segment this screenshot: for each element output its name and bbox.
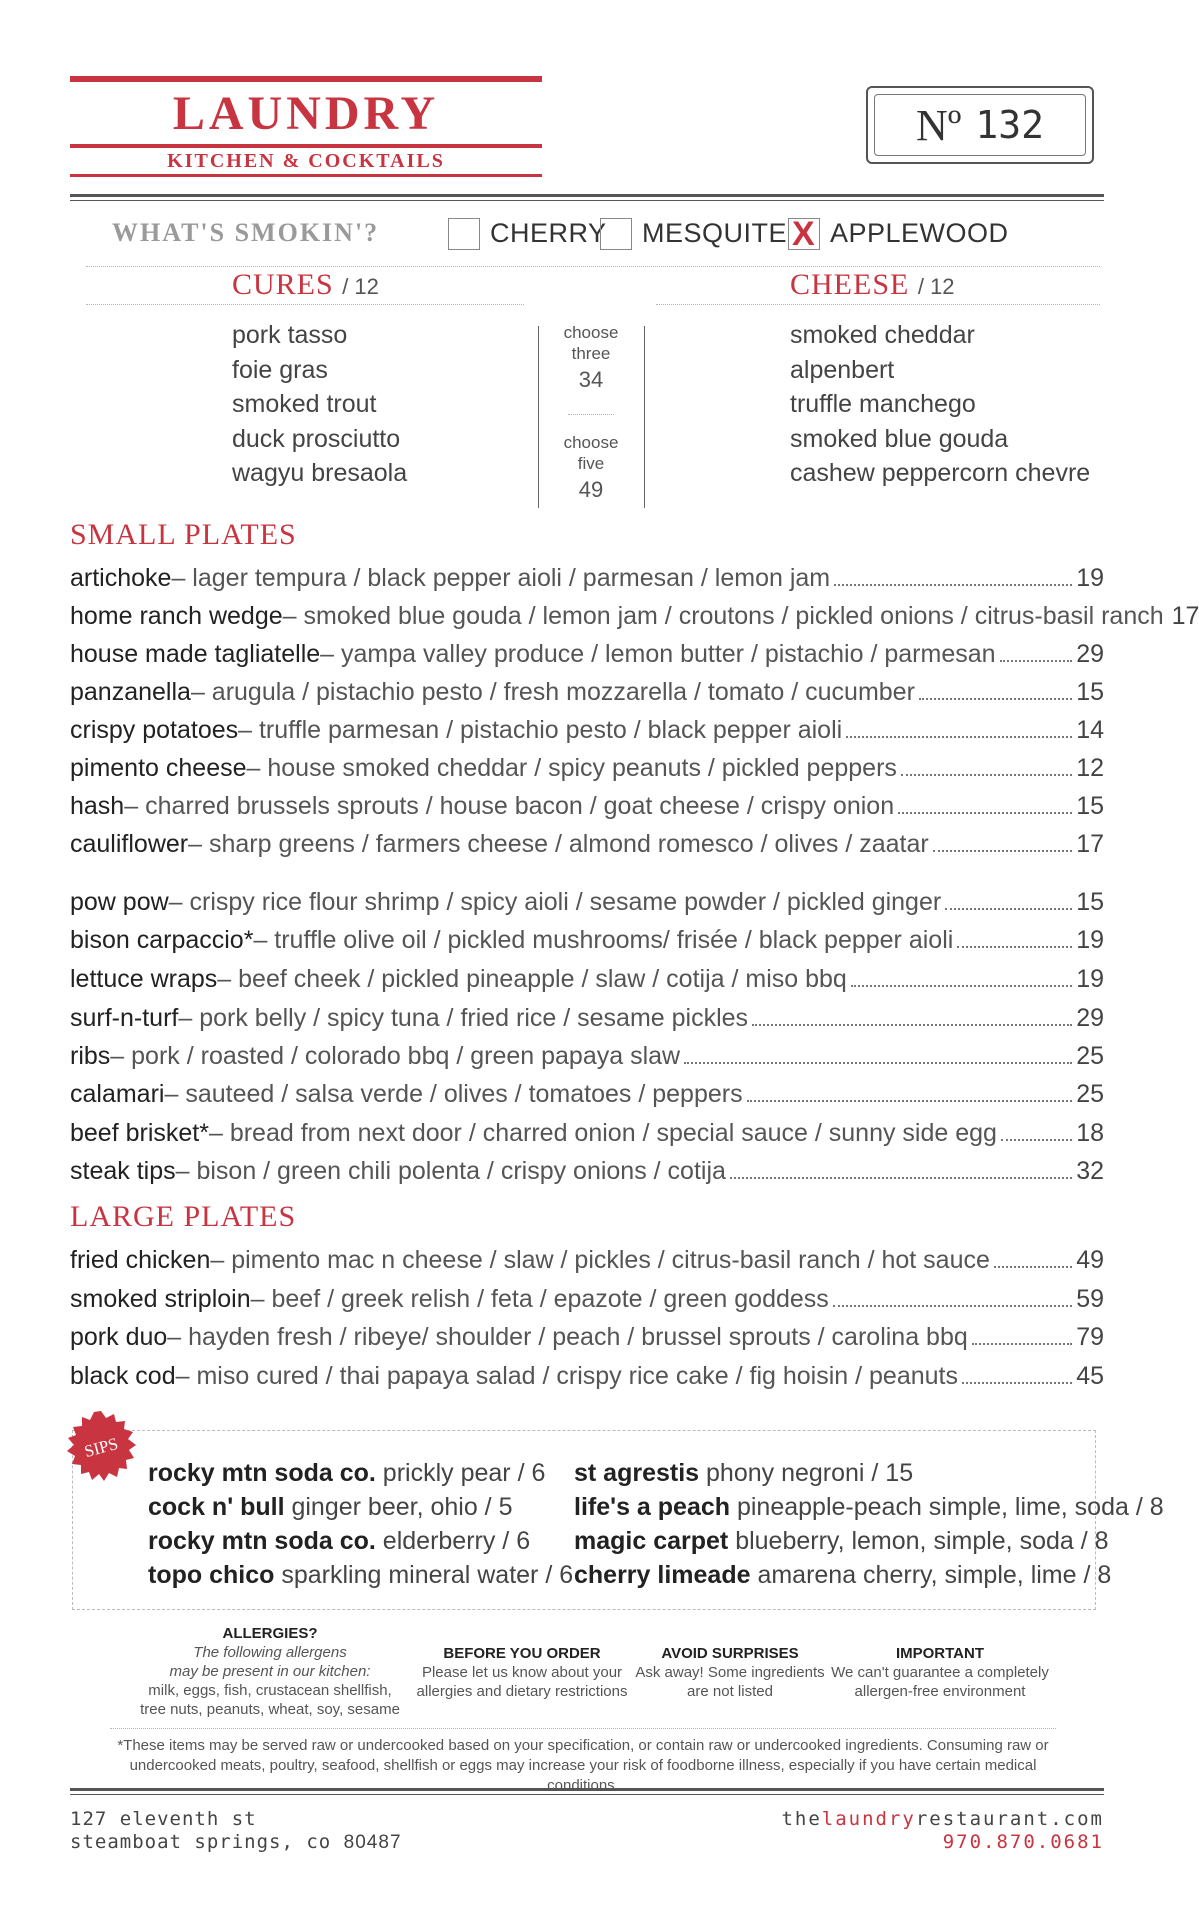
- menu-item: [70, 1040, 1104, 1072]
- sips-right-list: [574, 1456, 1164, 1592]
- important-note: [830, 1644, 1050, 1701]
- item-name: pork duo: [70, 1323, 168, 1351]
- logo-title: LAUNDRY: [172, 87, 440, 140]
- leader-dots: [752, 1023, 1072, 1026]
- item-desc: – pork belly / spicy tuna / fried rice / sesame pickles: [178, 1004, 749, 1032]
- item-name: artichoke: [70, 564, 172, 592]
- choose-three-price: 34: [578, 367, 604, 392]
- item-name: surf-n-turf: [70, 1004, 179, 1032]
- cherry-checkbox[interactable]: [448, 218, 480, 250]
- item-name: black cod: [70, 1362, 176, 1390]
- item-name: home ranch wedge: [70, 602, 283, 630]
- menu-item: [70, 714, 1104, 746]
- leader-dots: [846, 735, 1072, 738]
- item-name: pimento cheese: [70, 754, 247, 782]
- choose-three-label: choose: [563, 323, 619, 342]
- drink-name: st agrestis: [574, 1459, 700, 1487]
- list-item: foie gras: [232, 355, 328, 384]
- item-price: 14: [1076, 716, 1104, 744]
- list-item: [574, 1456, 1164, 1490]
- menu-item: [70, 1283, 1104, 1315]
- avoid-title: AVOID SURPRISES: [661, 1645, 799, 1662]
- leader-dots: [747, 1099, 1073, 1102]
- item-desc: – lager tempura / black pepper aioli / parmesan / lemon jam: [171, 564, 831, 592]
- menu-item: [70, 1244, 1104, 1276]
- issue-number: 132: [975, 103, 1045, 147]
- choose-three-label-2: three: [571, 344, 611, 363]
- cheese-heading: [790, 268, 955, 302]
- before-order-title: BEFORE YOU ORDER: [443, 1645, 601, 1662]
- drink-desc: phony negroni / 15: [699, 1459, 914, 1487]
- list-item: wagyu bresaola: [232, 459, 408, 487]
- logo-top-bar: [70, 76, 542, 82]
- before-order-note: [412, 1644, 632, 1701]
- sips-left-list: [148, 1456, 573, 1592]
- item-name: bison carpaccio*: [70, 926, 254, 954]
- large-plates-heading: LARGE PLATES: [70, 1200, 297, 1233]
- menu-item: [70, 562, 1104, 594]
- item-desc: – arugula / pistachio pesto / fresh mozzarella / tomato / cucumber: [190, 678, 915, 706]
- item-desc: – miso cured / thai papaya salad / crispy rice cake / fig hoisin / peanuts: [175, 1362, 958, 1390]
- drink-desc: ginger beer, ohio / 5: [284, 1493, 513, 1521]
- address-street: 127 eleventh st: [70, 1808, 257, 1830]
- disclaimer-line: *These items may be served raw or undercooked based on your specification, or contain raw or undercooked ingredients. Consuming raw or: [117, 1737, 1049, 1754]
- avoid-line: are not listed: [687, 1683, 773, 1700]
- drink-desc: prickly pear / 6: [375, 1459, 546, 1487]
- item-price: 45: [1076, 1362, 1104, 1390]
- mesquite-label: MESQUITE: [642, 218, 788, 248]
- allergy-line: may be present in our kitchen:: [169, 1663, 371, 1680]
- list-item: smoked trout: [232, 390, 377, 418]
- cures-underline: [86, 304, 524, 305]
- leader-dots: [684, 1061, 1072, 1064]
- list-item: [574, 1524, 1164, 1558]
- item-price: 19: [1076, 965, 1104, 993]
- leader-dots: [919, 697, 1072, 700]
- list-item: [148, 1524, 573, 1558]
- item-desc: – bread from next door / charred onion / special sauce / sunny side egg: [208, 1119, 997, 1147]
- issue-number-badge: [866, 86, 1094, 164]
- smokin-divider: [86, 266, 1100, 267]
- item-desc: – yampa valley produce / lemon butter / pistachio / parmesan: [320, 640, 996, 668]
- list-item: duck prosciutto: [232, 424, 401, 453]
- list-item: smoked blue gouda: [790, 424, 1009, 453]
- item-name: lettuce wraps: [70, 965, 218, 993]
- choose-divider-right: [644, 326, 645, 508]
- item-desc: – pork / roasted / colorado bbq / green papaya slaw: [110, 1042, 681, 1070]
- item-desc: – pimento mac n cheese / slaw / pickles / citrus-basil ranch / hot sauce: [210, 1246, 990, 1274]
- phone-number[interactable]: 970.870.0681: [942, 1831, 1104, 1853]
- logo-subtitle: KITCHEN & COCKTAILS: [167, 150, 445, 172]
- leader-dots: [1001, 1138, 1072, 1141]
- item-name: steak tips: [70, 1157, 176, 1185]
- menu-item: [70, 963, 1104, 995]
- avoid-line: Ask away! Some ingredients: [635, 1664, 825, 1681]
- footer-divider: [70, 1788, 1104, 1795]
- item-price: 19: [1076, 926, 1104, 954]
- item-price: 15: [1076, 888, 1104, 916]
- item-price: 25: [1076, 1080, 1104, 1108]
- menu-item: [70, 600, 1199, 632]
- menu-item: [70, 1078, 1104, 1110]
- item-price: 12: [1076, 754, 1104, 782]
- allergy-line: tree nuts, peanuts, wheat, soy, sesame: [140, 1701, 400, 1718]
- menu-item: [70, 752, 1104, 784]
- item-price: 19: [1076, 564, 1104, 592]
- drink-name: cherry limeade: [574, 1561, 751, 1589]
- website-part-2: laundry: [821, 1808, 916, 1830]
- address-zip: 80487: [343, 1832, 402, 1853]
- item-name: ribs: [70, 1042, 111, 1070]
- cheese-underline: [656, 304, 1100, 305]
- leader-dots: [994, 1265, 1072, 1268]
- item-name: crispy potatoes: [70, 716, 239, 744]
- cheese-list: [790, 318, 1090, 491]
- item-price: 49: [1076, 1246, 1104, 1274]
- choose-five: [541, 432, 641, 506]
- drink-desc: pineapple-peach simple, lime, soda / 8: [730, 1493, 1164, 1521]
- item-name: smoked striploin: [70, 1285, 251, 1313]
- leader-dots: [945, 907, 1072, 910]
- item-desc: – bison / green chili polenta / crispy onions / cotija: [175, 1157, 726, 1185]
- allergy-line: The following allergens: [193, 1644, 347, 1661]
- item-name: beef brisket*: [70, 1119, 209, 1147]
- menu-item: [70, 1321, 1104, 1353]
- menu-item: [70, 790, 1104, 822]
- smokin-label: WHAT'S SMOKIN'?: [112, 218, 380, 247]
- list-item: pork tasso: [232, 321, 348, 349]
- list-item: [148, 1558, 573, 1592]
- leader-dots: [957, 945, 1072, 948]
- item-price: 29: [1076, 640, 1104, 668]
- item-desc: – sharp greens / farmers cheese / almond romesco / olives / zaatar: [188, 830, 929, 858]
- list-item: [574, 1558, 1164, 1592]
- list-item: [148, 1490, 573, 1524]
- item-desc: – charred brussels sprouts / house bacon / goat cheese / crispy onion: [124, 792, 895, 820]
- issue-badge-frame: [874, 94, 1086, 156]
- item-desc: – truffle olive oil / pickled mushrooms/ frisée / black pepper aioli: [253, 926, 954, 954]
- drink-name: rocky mtn soda co.: [148, 1527, 376, 1555]
- item-name: calamari: [70, 1080, 165, 1108]
- leader-dots: [962, 1381, 1072, 1384]
- applewood-checkbox[interactable]: [788, 215, 820, 253]
- list-item: cashew peppercorn chevre: [790, 459, 1091, 487]
- list-item: truffle manchego: [790, 390, 976, 418]
- item-price: 29: [1076, 1004, 1104, 1032]
- menu-item: [70, 638, 1104, 670]
- item-price: 25: [1076, 1042, 1104, 1070]
- leader-dots: [898, 811, 1072, 814]
- menu-item: [70, 1155, 1104, 1187]
- cherry-label: CHERRY: [490, 218, 607, 248]
- cures-list: [232, 318, 407, 491]
- website-link[interactable]: [781, 1808, 1104, 1831]
- allergy-note: [140, 1624, 400, 1719]
- list-item: alpenbert: [790, 355, 895, 384]
- avoid-surprises-note: [630, 1644, 830, 1701]
- leader-dots: [730, 1176, 1072, 1179]
- sips-badge-text: SIPS: [82, 1433, 121, 1462]
- choose-five-price: 49: [578, 477, 604, 502]
- drink-name: rocky mtn soda co.: [148, 1459, 376, 1487]
- leader-dots: [901, 773, 1072, 776]
- address: [70, 1808, 402, 1854]
- item-price: 59: [1076, 1285, 1104, 1313]
- menu-item: [70, 1002, 1104, 1034]
- menu-item: [70, 924, 1104, 956]
- item-desc: – beef / greek relish / feta / epazote / green goddess: [250, 1285, 829, 1313]
- item-price: 15: [1076, 678, 1104, 706]
- choose-separator: [568, 414, 614, 415]
- item-desc: – truffle parmesan / pistachio pesto / black pepper aioli: [238, 716, 843, 744]
- allergy-title: ALLERGIES?: [222, 1625, 318, 1642]
- leader-dots: [972, 1342, 1072, 1345]
- drink-name: magic carpet: [574, 1527, 729, 1555]
- item-price: 15: [1076, 792, 1104, 820]
- contact: [781, 1808, 1104, 1854]
- leader-dots: [833, 1304, 1072, 1307]
- item-desc: – smoked blue gouda / lemon jam / croutons / pickled onions / citrus-basil ranch: [282, 602, 1164, 630]
- list-item: smoked cheddar: [790, 321, 975, 349]
- item-name: panzanella: [70, 678, 191, 706]
- disclaimer-divider: [110, 1728, 1056, 1729]
- item-name: hash: [70, 792, 125, 820]
- address-city: [70, 1831, 402, 1854]
- item-desc: – hayden fresh / ribeye/ shoulder / peach / brussel sprouts / carolina bbq: [167, 1323, 968, 1351]
- menu-item: [70, 886, 1104, 918]
- check-x-icon: X: [792, 215, 815, 253]
- leader-dots: [851, 984, 1072, 987]
- choose-five-label: choose: [563, 433, 619, 452]
- choose-three: [541, 322, 641, 396]
- menu-item: [70, 828, 1104, 860]
- drink-desc: sparkling mineral water / 6: [274, 1561, 574, 1589]
- drink-name: topo chico: [148, 1561, 275, 1589]
- choose-divider-left: [538, 326, 539, 508]
- leader-dots: [933, 849, 1072, 852]
- item-desc: – sauteed / salsa verde / olives / tomatoes / peppers: [164, 1080, 743, 1108]
- choose-five-label-2: five: [577, 454, 605, 473]
- leader-dots: [1000, 659, 1073, 662]
- drink-desc: elderberry / 6: [375, 1527, 531, 1555]
- item-name: house made tagliatelle: [70, 640, 321, 668]
- drink-name: cock n' bull: [148, 1493, 285, 1521]
- item-price: 17: [1171, 602, 1199, 630]
- address-city-text: steamboat springs, co: [70, 1831, 344, 1853]
- cheese-price: / 12: [917, 274, 955, 299]
- list-item: [574, 1490, 1164, 1524]
- item-desc: – house smoked cheddar / spicy peanuts / pickled peppers: [246, 754, 897, 782]
- small-plates-heading: SMALL PLATES: [70, 518, 297, 551]
- item-name: pow pow: [70, 888, 169, 916]
- menu-item: [70, 676, 1104, 708]
- item-name: fried chicken: [70, 1246, 211, 1274]
- drink-desc: blueberry, lemon, simple, soda / 8: [728, 1527, 1109, 1555]
- drink-desc: amarena cherry, simple, lime / 8: [750, 1561, 1112, 1589]
- cheese-title: CHEESE: [790, 268, 910, 301]
- website-part-1: the: [781, 1808, 822, 1830]
- website-part-3: restaurant.com: [915, 1808, 1104, 1830]
- important-line: allergen-free environment: [854, 1683, 1026, 1700]
- logo-bottom-bar: [70, 174, 542, 177]
- important-title: IMPORTANT: [895, 1645, 985, 1662]
- item-price: 32: [1076, 1157, 1104, 1185]
- item-desc: – crispy rice flour shrimp / spicy aioli / sesame powder / pickled ginger: [168, 888, 942, 916]
- item-name: cauliflower: [70, 830, 189, 858]
- header-divider: [70, 194, 1104, 201]
- issue-prefix: Nº: [915, 100, 962, 150]
- cures-title: CURES: [232, 268, 334, 301]
- before-order-line: Please let us know about your: [421, 1664, 623, 1681]
- raw-food-disclaimer: [110, 1736, 1056, 1796]
- applewood-label: APPLEWOOD: [830, 218, 1009, 248]
- sips-badge: [64, 1410, 138, 1484]
- mesquite-checkbox[interactable]: [600, 218, 632, 250]
- item-price: 17: [1076, 830, 1104, 858]
- list-item: [148, 1456, 573, 1490]
- item-price: 79: [1076, 1323, 1104, 1351]
- leader-dots: [834, 583, 1072, 586]
- cures-heading: [232, 268, 379, 302]
- allergy-line: milk, eggs, fish, crustacean shellfish,: [148, 1682, 392, 1699]
- item-desc: – beef cheek / pickled pineapple / slaw / cotija / miso bbq: [217, 965, 847, 993]
- cures-price: / 12: [342, 274, 379, 299]
- before-order-line: allergies and dietary restrictions: [416, 1683, 628, 1700]
- item-price: 18: [1076, 1119, 1104, 1147]
- drink-name: life's a peach: [574, 1493, 731, 1521]
- menu-item: [70, 1117, 1104, 1149]
- important-line: We can't guarantee a completely: [831, 1664, 1049, 1681]
- disclaimer-line: undercooked meats, poultry, seafood, shellfish or eggs may increase your risk of foodborne illness, especially if you have certain medical conditions.: [129, 1757, 1037, 1794]
- menu-item: [70, 1360, 1104, 1392]
